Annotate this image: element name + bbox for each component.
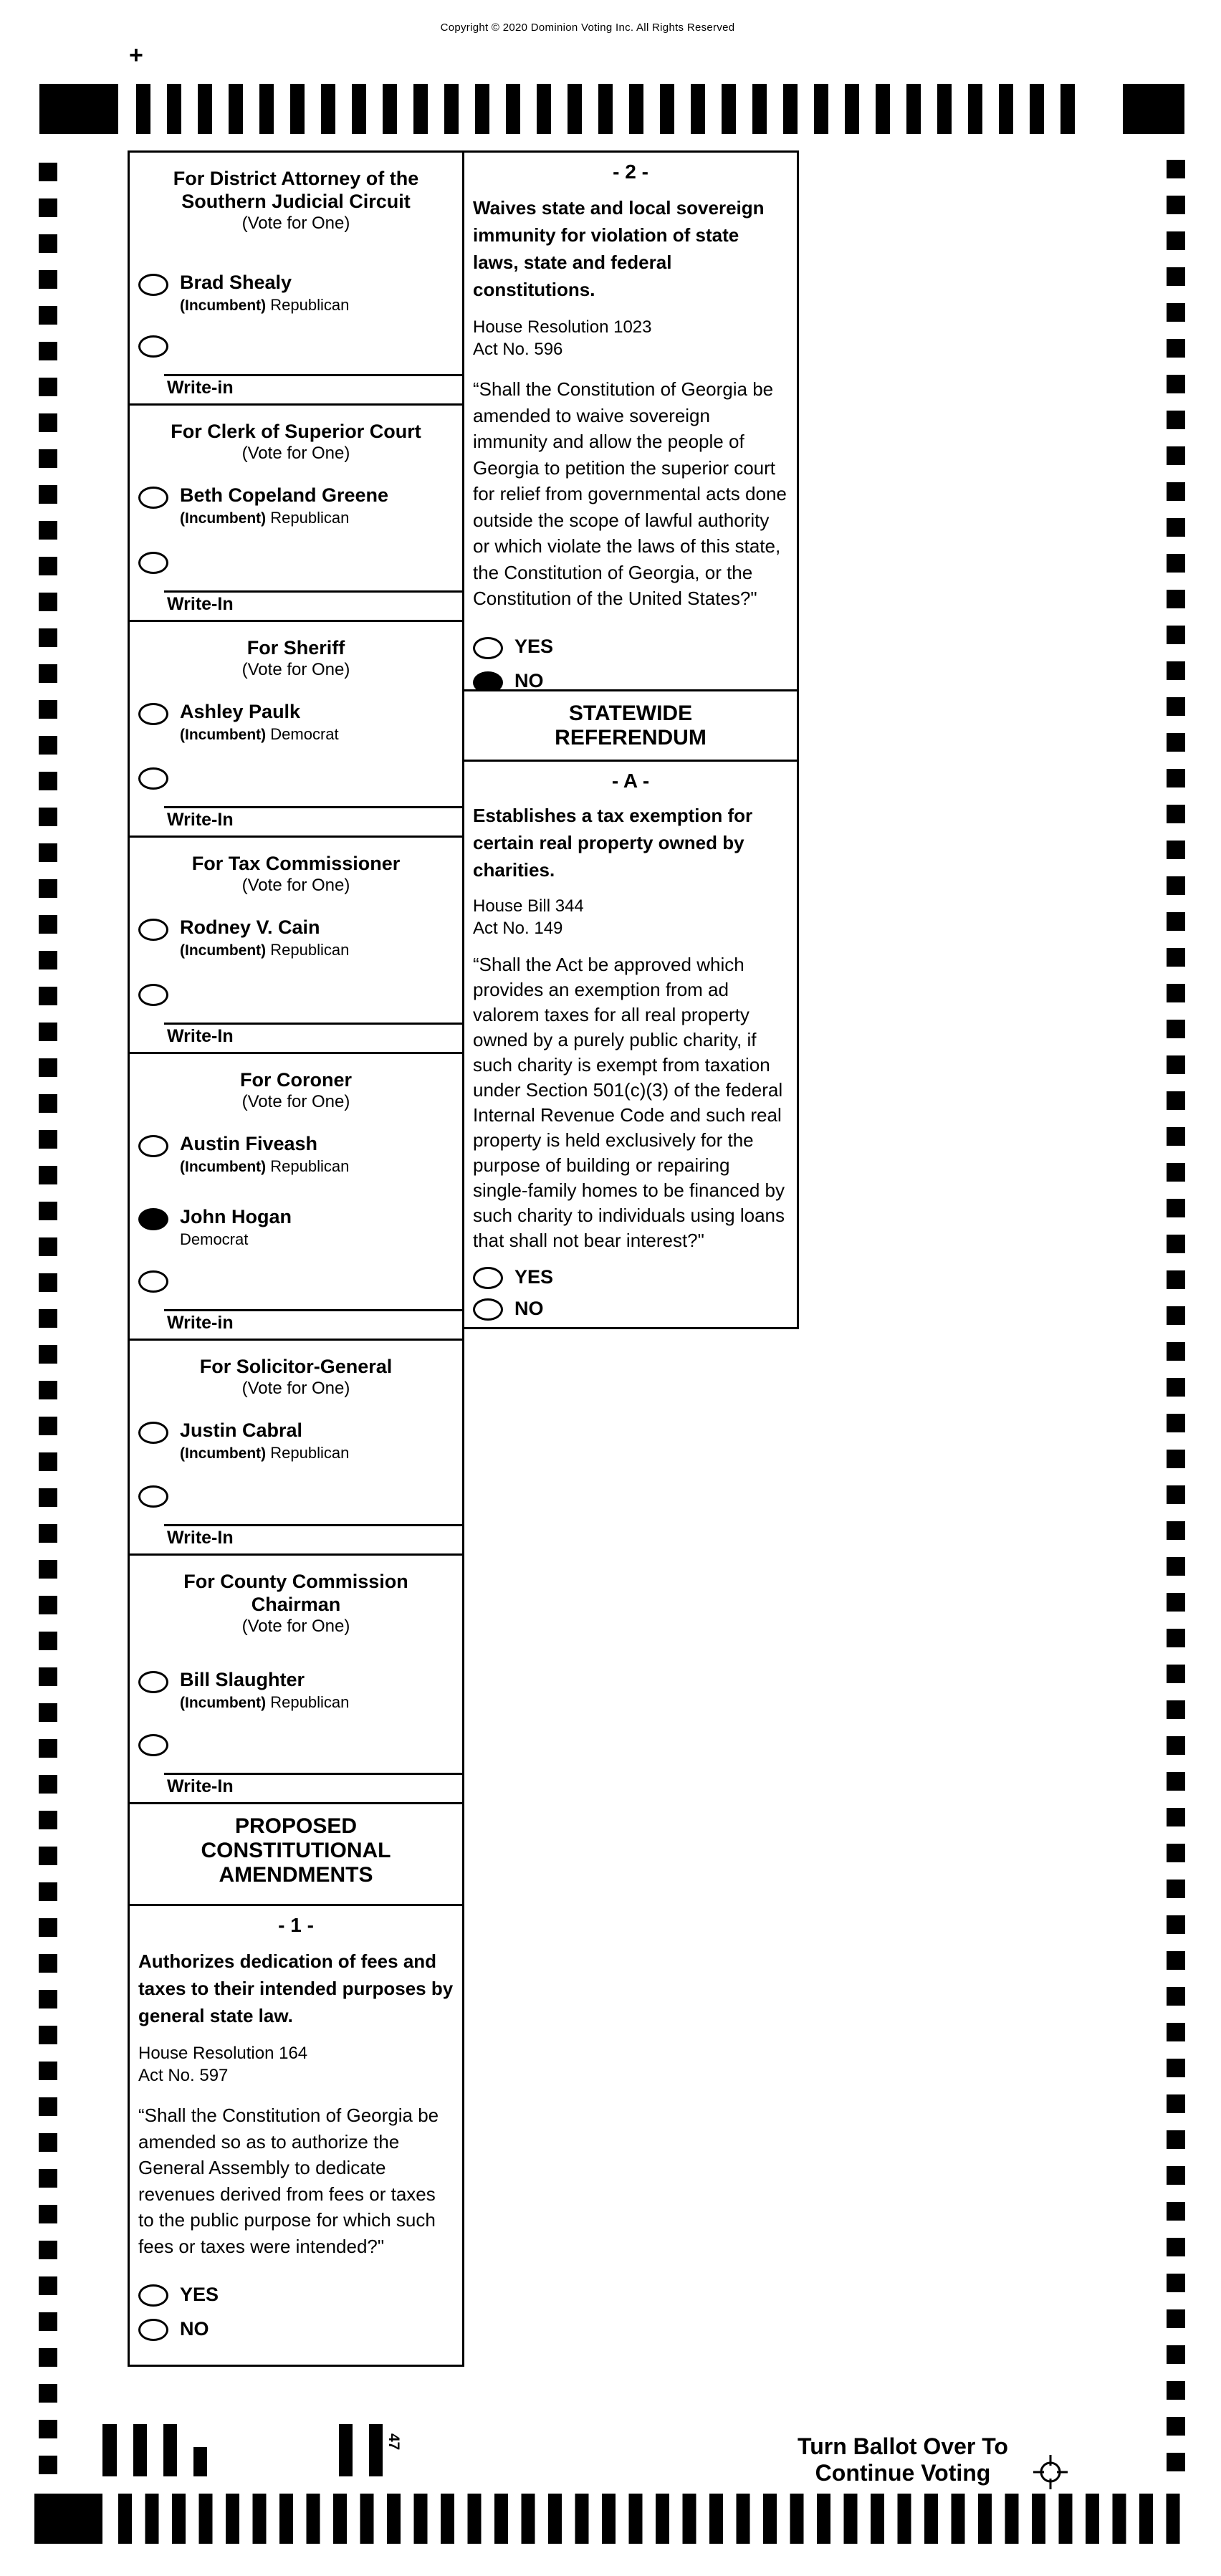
measure-question: “Shall the Constitution of Georgia be amended to waive sovereign immunity and allow the people of Georgia to petition the superior court for relief from governmental acts done outside the scope of lawful authority or which violate the laws of this state, the Constitution of Georgia, or the Constitution of the United States?" xyxy=(473,378,787,609)
contest-coroner xyxy=(130,1054,462,1341)
candidate-row xyxy=(138,1206,462,1249)
yes-row xyxy=(138,2282,454,2307)
no-row xyxy=(138,2317,454,2341)
contest-county-commission-chairman xyxy=(130,1556,462,1804)
vote-oval[interactable] xyxy=(138,487,168,509)
contest-district-attorney xyxy=(130,153,462,406)
stub-barcode-bar xyxy=(102,2424,117,2476)
vote-instruction: (Vote for One) xyxy=(241,1379,350,1398)
timing-block-bottom-left xyxy=(34,2494,102,2544)
yes-label: YES xyxy=(180,2283,219,2305)
vote-oval[interactable] xyxy=(138,1422,168,1444)
statewide-referendum-header: STATEWIDE REFERENDUM xyxy=(464,691,797,762)
referendum-a xyxy=(464,762,797,1327)
candidate-name: Beth Copeland Greene xyxy=(180,484,389,506)
yes-row xyxy=(473,1265,788,1289)
contest-sheriff xyxy=(130,622,462,838)
candidate-row xyxy=(138,1419,462,1462)
measure-question: “Shall the Act be approved which provides an exemption from ad valorem taxes for all real property owned by a purely public charity, if such charity is exempt from taxation under Section 501(c)(3) of the federal Internal Revenue Code and such real property is held exclusively for the purpose of building or repairing single-family homes to be financed by such charity to individuals using loans that shall not bear interest?" xyxy=(473,954,785,1251)
candidate-row xyxy=(138,916,462,959)
write-in-area xyxy=(130,1773,462,1796)
measure-summary: Establishes a tax exemption for certain real property owned by charities. xyxy=(473,805,753,881)
write-in-area xyxy=(130,590,462,614)
write-in-oval-row xyxy=(138,1483,168,1508)
candidate-party: (Incumbent) Republican xyxy=(180,509,350,527)
write-in-area xyxy=(130,806,462,830)
vote-oval[interactable] xyxy=(138,1208,168,1230)
measure-number: - 2 - xyxy=(613,161,648,183)
timing-marks-left xyxy=(39,163,57,2477)
amendments-header: PROPOSED CONSTITUTIONAL AMENDMENTS xyxy=(130,1804,462,1906)
measure-summary: Waives state and local sovereign immunity for violation of state laws, state and federal constitutions. xyxy=(473,197,765,300)
write-in-oval[interactable] xyxy=(138,984,168,1006)
write-in-area xyxy=(130,1309,462,1333)
yes-oval[interactable] xyxy=(138,2284,168,2307)
contest-title: For Sheriff xyxy=(246,637,345,659)
write-in-line[interactable] xyxy=(164,1309,462,1311)
contest-title: For County Commission Chairman xyxy=(183,1571,408,1615)
candidate-party: (Incumbent) Republican xyxy=(180,1693,350,1711)
write-in-area xyxy=(130,1023,462,1046)
contest-clerk-superior-court xyxy=(130,406,462,622)
contest-title: For District Attorney of the Southern Judicial Circuit xyxy=(173,168,419,212)
write-in-label: Write-In xyxy=(167,1776,234,1796)
measure-question: “Shall the Constitution of Georgia be amended so as to authorize the General Assembly to dedicate revenues derived from fees or taxes to the public purpose for which such fees or taxes were intended?" xyxy=(138,2105,439,2257)
write-in-oval[interactable] xyxy=(138,1270,168,1293)
write-in-oval-row xyxy=(138,550,168,574)
yes-row xyxy=(473,635,788,659)
no-label: NO xyxy=(514,670,544,691)
candidate-party: (Incumbent) Republican xyxy=(180,941,350,959)
no-oval[interactable] xyxy=(138,2319,168,2341)
yes-label: YES xyxy=(514,1265,554,1288)
measure-references: House Resolution 164 Act No. 597 xyxy=(138,2044,308,2085)
contest-solicitor-general xyxy=(130,1341,462,1556)
write-in-label: Write-In xyxy=(167,594,234,614)
ballot-column-right xyxy=(462,150,799,1329)
timing-marks-right xyxy=(1167,160,1185,2474)
no-label: NO xyxy=(514,1297,544,1319)
write-in-line[interactable] xyxy=(164,1524,462,1526)
amendment-2 xyxy=(464,153,797,691)
yes-oval[interactable] xyxy=(473,1267,503,1289)
candidate-name: Brad Shealy xyxy=(180,272,292,293)
write-in-oval[interactable] xyxy=(138,1734,168,1756)
write-in-oval[interactable] xyxy=(138,767,168,790)
stub-barcode-bar xyxy=(163,2424,177,2476)
candidate-party: (Incumbent) Republican xyxy=(180,1444,350,1462)
stub-barcode-bar xyxy=(339,2424,353,2476)
vote-oval[interactable] xyxy=(138,919,168,941)
candidate-name: Rodney V. Cain xyxy=(180,916,320,938)
candidate-row xyxy=(138,1669,462,1712)
candidate-party: Democrat xyxy=(180,1230,249,1248)
no-label: NO xyxy=(180,2317,209,2340)
measure-summary: Authorizes dedication of fees and taxes to their intended purposes by general state law. xyxy=(138,1950,454,2026)
measure-references: House Resolution 1023 Act No. 596 xyxy=(473,317,652,359)
contest-tax-commissioner xyxy=(130,838,462,1054)
timing-block-top-right xyxy=(1123,84,1184,134)
write-in-label: Write-In xyxy=(167,1528,234,1548)
write-in-oval-row xyxy=(138,982,168,1006)
contest-title: For Clerk of Superior Court xyxy=(171,421,421,442)
no-oval[interactable] xyxy=(473,671,503,692)
no-row xyxy=(473,669,788,692)
candidate-row xyxy=(138,484,462,527)
no-oval[interactable] xyxy=(473,1298,503,1321)
timing-marks-bottom xyxy=(118,2494,1187,2544)
candidate-row xyxy=(138,701,462,744)
stub-barcode-bar xyxy=(193,2447,207,2476)
stub-barcode-bar xyxy=(369,2424,383,2476)
vote-oval[interactable] xyxy=(138,1671,168,1693)
no-row xyxy=(473,1296,788,1321)
write-in-line[interactable] xyxy=(164,1023,462,1025)
yes-label: YES xyxy=(514,636,554,657)
write-in-oval[interactable] xyxy=(138,335,168,358)
turn-ballot-over-instruction: Turn Ballot Over To Continue Voting xyxy=(798,2433,1008,2486)
write-in-area xyxy=(130,374,462,398)
vote-instruction: (Vote for One) xyxy=(241,1092,350,1111)
timing-marks-top xyxy=(136,84,1091,134)
vote-instruction: (Vote for One) xyxy=(241,876,350,895)
write-in-oval[interactable] xyxy=(138,1485,168,1508)
write-in-oval[interactable] xyxy=(138,552,168,574)
write-in-line[interactable] xyxy=(164,590,462,593)
candidate-name: Justin Cabral xyxy=(180,1419,303,1441)
candidate-row xyxy=(138,1133,462,1176)
write-in-area xyxy=(130,1524,462,1548)
vote-oval[interactable] xyxy=(138,274,168,296)
write-in-line[interactable] xyxy=(164,1773,462,1775)
write-in-line[interactable] xyxy=(164,806,462,808)
candidate-name: Ashley Paulk xyxy=(180,701,301,722)
measure-number: - A - xyxy=(611,770,650,792)
amendment-1 xyxy=(130,1906,462,2365)
measure-references: House Bill 344 Act No. 149 xyxy=(473,896,584,938)
contest-title: For Solicitor-General xyxy=(199,1356,393,1377)
timing-block-top-left xyxy=(39,84,118,134)
stub-number: 47 xyxy=(386,2433,402,2451)
write-in-line[interactable] xyxy=(164,374,462,376)
write-in-label: Write-In xyxy=(167,810,234,830)
vote-oval[interactable] xyxy=(138,703,168,725)
stub-barcode-bar xyxy=(133,2424,147,2476)
ballot-column-left xyxy=(128,150,464,2367)
candidate-name: Bill Slaughter xyxy=(180,1669,305,1690)
vote-oval[interactable] xyxy=(138,1135,168,1157)
candidate-party: (Incumbent) Republican xyxy=(180,1157,350,1175)
write-in-oval-row xyxy=(138,333,168,358)
candidate-party: (Incumbent) Republican xyxy=(180,296,350,314)
contest-title: For Tax Commissioner xyxy=(191,853,401,874)
vote-instruction: (Vote for One) xyxy=(241,1617,350,1636)
registration-plus-icon: + xyxy=(129,42,143,69)
measure-number: - 1 - xyxy=(278,1914,314,1936)
write-in-oval-row xyxy=(138,765,168,790)
yes-oval[interactable] xyxy=(473,637,503,659)
candidate-party: (Incumbent) Democrat xyxy=(180,725,339,743)
registration-target-icon xyxy=(1032,2453,1069,2491)
vote-instruction: (Vote for One) xyxy=(241,214,350,233)
vote-instruction: (Vote for One) xyxy=(241,660,350,679)
write-in-label: Write-in xyxy=(167,1313,234,1333)
write-in-label: Write-in xyxy=(167,378,234,398)
copyright-text: Copyright © 2020 Dominion Voting Inc. All Rights Reserved xyxy=(440,21,735,34)
candidate-name: John Hogan xyxy=(180,1206,292,1227)
candidate-row xyxy=(138,272,462,315)
vote-instruction: (Vote for One) xyxy=(241,444,350,463)
write-in-label: Write-In xyxy=(167,1026,234,1046)
contest-title: For Coroner xyxy=(239,1069,352,1091)
write-in-oval-row xyxy=(138,1732,168,1756)
candidate-name: Austin Fiveash xyxy=(180,1133,318,1154)
write-in-oval-row xyxy=(138,1268,168,1293)
